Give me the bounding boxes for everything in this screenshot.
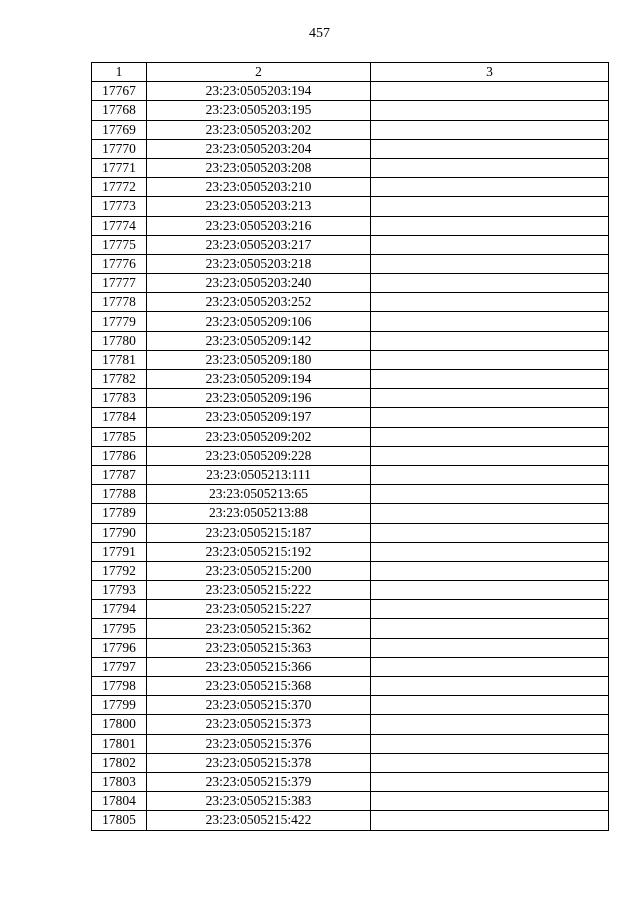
table-cell-col-2: 23:23:0505203:213 <box>147 197 371 216</box>
table-row <box>92 638 609 657</box>
table-row <box>92 523 609 542</box>
table-cell-col-2: 23:23:0505203:204 <box>147 139 371 158</box>
table-cell-col-3 <box>371 542 609 561</box>
table-cell-col-3 <box>371 561 609 580</box>
table-cell-col-1: 17792 <box>92 561 147 580</box>
table-cell-col-1: 17801 <box>92 734 147 753</box>
table-cell-col-2: 23:23:0505203:218 <box>147 254 371 273</box>
table-row <box>92 600 609 619</box>
column-header-2: 2 <box>147 63 371 82</box>
table-cell-col-2: 23:23:0505209:196 <box>147 389 371 408</box>
table-cell-col-3 <box>371 792 609 811</box>
table-row <box>92 772 609 791</box>
table-row <box>92 581 609 600</box>
table-cell-col-1: 17797 <box>92 657 147 676</box>
table-cell-col-2: 23:23:0505215:200 <box>147 561 371 580</box>
table-cell-col-2: 23:23:0505213:88 <box>147 504 371 523</box>
table-cell-col-3 <box>371 446 609 465</box>
table-row <box>92 274 609 293</box>
table-cell-col-1: 17770 <box>92 139 147 158</box>
table-row <box>92 312 609 331</box>
table-cell-col-1: 17772 <box>92 178 147 197</box>
table-cell-col-3 <box>371 101 609 120</box>
table-cell-col-2: 23:23:0505203:210 <box>147 178 371 197</box>
table-cell-col-3 <box>371 139 609 158</box>
table-row <box>92 811 609 830</box>
table-cell-col-1: 17800 <box>92 715 147 734</box>
table-row <box>92 293 609 312</box>
table-cell-col-3 <box>371 772 609 791</box>
table-row <box>92 504 609 523</box>
table-cell-col-2: 23:23:0505215:187 <box>147 523 371 542</box>
table-cell-col-3 <box>371 158 609 177</box>
table-cell-col-2: 23:23:0505203:252 <box>147 293 371 312</box>
table-row <box>92 619 609 638</box>
table-cell-col-1: 17804 <box>92 792 147 811</box>
table-cell-col-1: 17783 <box>92 389 147 408</box>
table-cell-col-2: 23:23:0505203:202 <box>147 120 371 139</box>
table-cell-col-2: 23:23:0505209:180 <box>147 350 371 369</box>
table-row <box>92 197 609 216</box>
table-row <box>92 139 609 158</box>
table-row <box>92 235 609 254</box>
table-cell-col-1: 17780 <box>92 331 147 350</box>
table-cell-col-1: 17777 <box>92 274 147 293</box>
table-cell-col-1: 17796 <box>92 638 147 657</box>
table-row <box>92 331 609 350</box>
table-cell-col-3 <box>371 657 609 676</box>
table-cell-col-3 <box>371 485 609 504</box>
table-cell-col-2: 23:23:0505209:197 <box>147 408 371 427</box>
table-cell-col-1: 17781 <box>92 350 147 369</box>
table-row <box>92 561 609 580</box>
table-header-row <box>92 63 609 82</box>
table-cell-col-1: 17787 <box>92 465 147 484</box>
table-cell-col-2: 23:23:0505213:65 <box>147 485 371 504</box>
table-cell-col-3 <box>371 350 609 369</box>
table-cell-col-2: 23:23:0505213:111 <box>147 465 371 484</box>
table-cell-col-2: 23:23:0505215:370 <box>147 696 371 715</box>
table-cell-col-1: 17791 <box>92 542 147 561</box>
table-cell-col-2: 23:23:0505215:363 <box>147 638 371 657</box>
table-row <box>92 178 609 197</box>
table-cell-col-1: 17778 <box>92 293 147 312</box>
table-cell-col-1: 17775 <box>92 235 147 254</box>
table-row <box>92 158 609 177</box>
table-cell-col-2: 23:23:0505203:194 <box>147 82 371 101</box>
table-cell-col-2: 23:23:0505215:422 <box>147 811 371 830</box>
table-row <box>92 446 609 465</box>
table-cell-col-1: 17790 <box>92 523 147 542</box>
table-cell-col-2: 23:23:0505209:194 <box>147 370 371 389</box>
table-cell-col-3 <box>371 216 609 235</box>
data-table <box>91 62 609 831</box>
table-cell-col-2: 23:23:0505215:366 <box>147 657 371 676</box>
table-cell-col-2: 23:23:0505215:376 <box>147 734 371 753</box>
table-cell-col-2: 23:23:0505215:192 <box>147 542 371 561</box>
table-cell-col-1: 17784 <box>92 408 147 427</box>
table-cell-col-3 <box>371 504 609 523</box>
table-cell-col-1: 17774 <box>92 216 147 235</box>
table-row <box>92 370 609 389</box>
table-row <box>92 427 609 446</box>
table-cell-col-3 <box>371 254 609 273</box>
table-cell-col-3 <box>371 235 609 254</box>
table-cell-col-3 <box>371 581 609 600</box>
table-cell-col-3 <box>371 638 609 657</box>
table-row <box>92 465 609 484</box>
table-row <box>92 734 609 753</box>
table-cell-col-3 <box>371 427 609 446</box>
table-cell-col-2: 23:23:0505203:240 <box>147 274 371 293</box>
table-cell-col-1: 17802 <box>92 753 147 772</box>
table-cell-col-2: 23:23:0505209:202 <box>147 427 371 446</box>
table-cell-col-2: 23:23:0505215:222 <box>147 581 371 600</box>
table-cell-col-3 <box>371 811 609 830</box>
table-cell-col-1: 17805 <box>92 811 147 830</box>
table-cell-col-3 <box>371 197 609 216</box>
table-cell-col-3 <box>371 331 609 350</box>
table-row <box>92 350 609 369</box>
column-header-3: 3 <box>371 63 609 82</box>
table-cell-col-1: 17767 <box>92 82 147 101</box>
table-cell-col-1: 17789 <box>92 504 147 523</box>
table-cell-col-2: 23:23:0505215:373 <box>147 715 371 734</box>
table-cell-col-1: 17799 <box>92 696 147 715</box>
table-cell-col-3 <box>371 715 609 734</box>
table-cell-col-2: 23:23:0505203:208 <box>147 158 371 177</box>
table-cell-col-3 <box>371 274 609 293</box>
table-cell-col-3 <box>371 293 609 312</box>
table-row <box>92 792 609 811</box>
table-cell-col-1: 17786 <box>92 446 147 465</box>
table-cell-col-3 <box>371 389 609 408</box>
table-row <box>92 82 609 101</box>
table-row <box>92 101 609 120</box>
table-row <box>92 677 609 696</box>
table-cell-col-3 <box>371 178 609 197</box>
table-row <box>92 389 609 408</box>
table-cell-col-2: 23:23:0505209:142 <box>147 331 371 350</box>
table-cell-col-2: 23:23:0505215:227 <box>147 600 371 619</box>
table-row <box>92 485 609 504</box>
table-cell-col-2: 23:23:0505203:195 <box>147 101 371 120</box>
table-cell-col-1: 17785 <box>92 427 147 446</box>
table-cell-col-2: 23:23:0505203:217 <box>147 235 371 254</box>
table-cell-col-1: 17776 <box>92 254 147 273</box>
table-row <box>92 120 609 139</box>
table-cell-col-3 <box>371 619 609 638</box>
page-number: 457 <box>309 26 330 41</box>
table-cell-col-2: 23:23:0505215:378 <box>147 753 371 772</box>
table-row <box>92 715 609 734</box>
table-cell-col-1: 17788 <box>92 485 147 504</box>
table-cell-col-2: 23:23:0505215:383 <box>147 792 371 811</box>
table-cell-col-3 <box>371 696 609 715</box>
table-cell-col-2: 23:23:0505215:379 <box>147 772 371 791</box>
table-cell-col-3 <box>371 82 609 101</box>
table-row <box>92 696 609 715</box>
table-cell-col-3 <box>371 753 609 772</box>
table-cell-col-3 <box>371 600 609 619</box>
table-cell-col-3 <box>371 734 609 753</box>
table-cell-col-3 <box>371 408 609 427</box>
table-cell-col-1: 17782 <box>92 370 147 389</box>
table-row <box>92 542 609 561</box>
table-cell-col-3 <box>371 523 609 542</box>
table-cell-col-3 <box>371 465 609 484</box>
table-row <box>92 753 609 772</box>
table-cell-col-1: 17773 <box>92 197 147 216</box>
table-cell-col-1: 17769 <box>92 120 147 139</box>
table-row <box>92 657 609 676</box>
table-cell-col-1: 17779 <box>92 312 147 331</box>
table-cell-col-1: 17793 <box>92 581 147 600</box>
table-cell-col-2: 23:23:0505203:216 <box>147 216 371 235</box>
column-header-1: 1 <box>92 63 147 82</box>
table-cell-col-3 <box>371 120 609 139</box>
table-cell-col-3 <box>371 370 609 389</box>
table-cell-col-1: 17794 <box>92 600 147 619</box>
table-cell-col-2: 23:23:0505215:368 <box>147 677 371 696</box>
table-cell-col-1: 17768 <box>92 101 147 120</box>
table-cell-col-3 <box>371 312 609 331</box>
table-body <box>92 82 609 830</box>
table-cell-col-2: 23:23:0505215:362 <box>147 619 371 638</box>
table-row <box>92 254 609 273</box>
table-row <box>92 408 609 427</box>
table-cell-col-1: 17798 <box>92 677 147 696</box>
table-cell-col-2: 23:23:0505209:228 <box>147 446 371 465</box>
table-cell-col-3 <box>371 677 609 696</box>
table-cell-col-1: 17803 <box>92 772 147 791</box>
table-cell-col-2: 23:23:0505209:106 <box>147 312 371 331</box>
table-cell-col-1: 17795 <box>92 619 147 638</box>
table-cell-col-1: 17771 <box>92 158 147 177</box>
table-row <box>92 216 609 235</box>
